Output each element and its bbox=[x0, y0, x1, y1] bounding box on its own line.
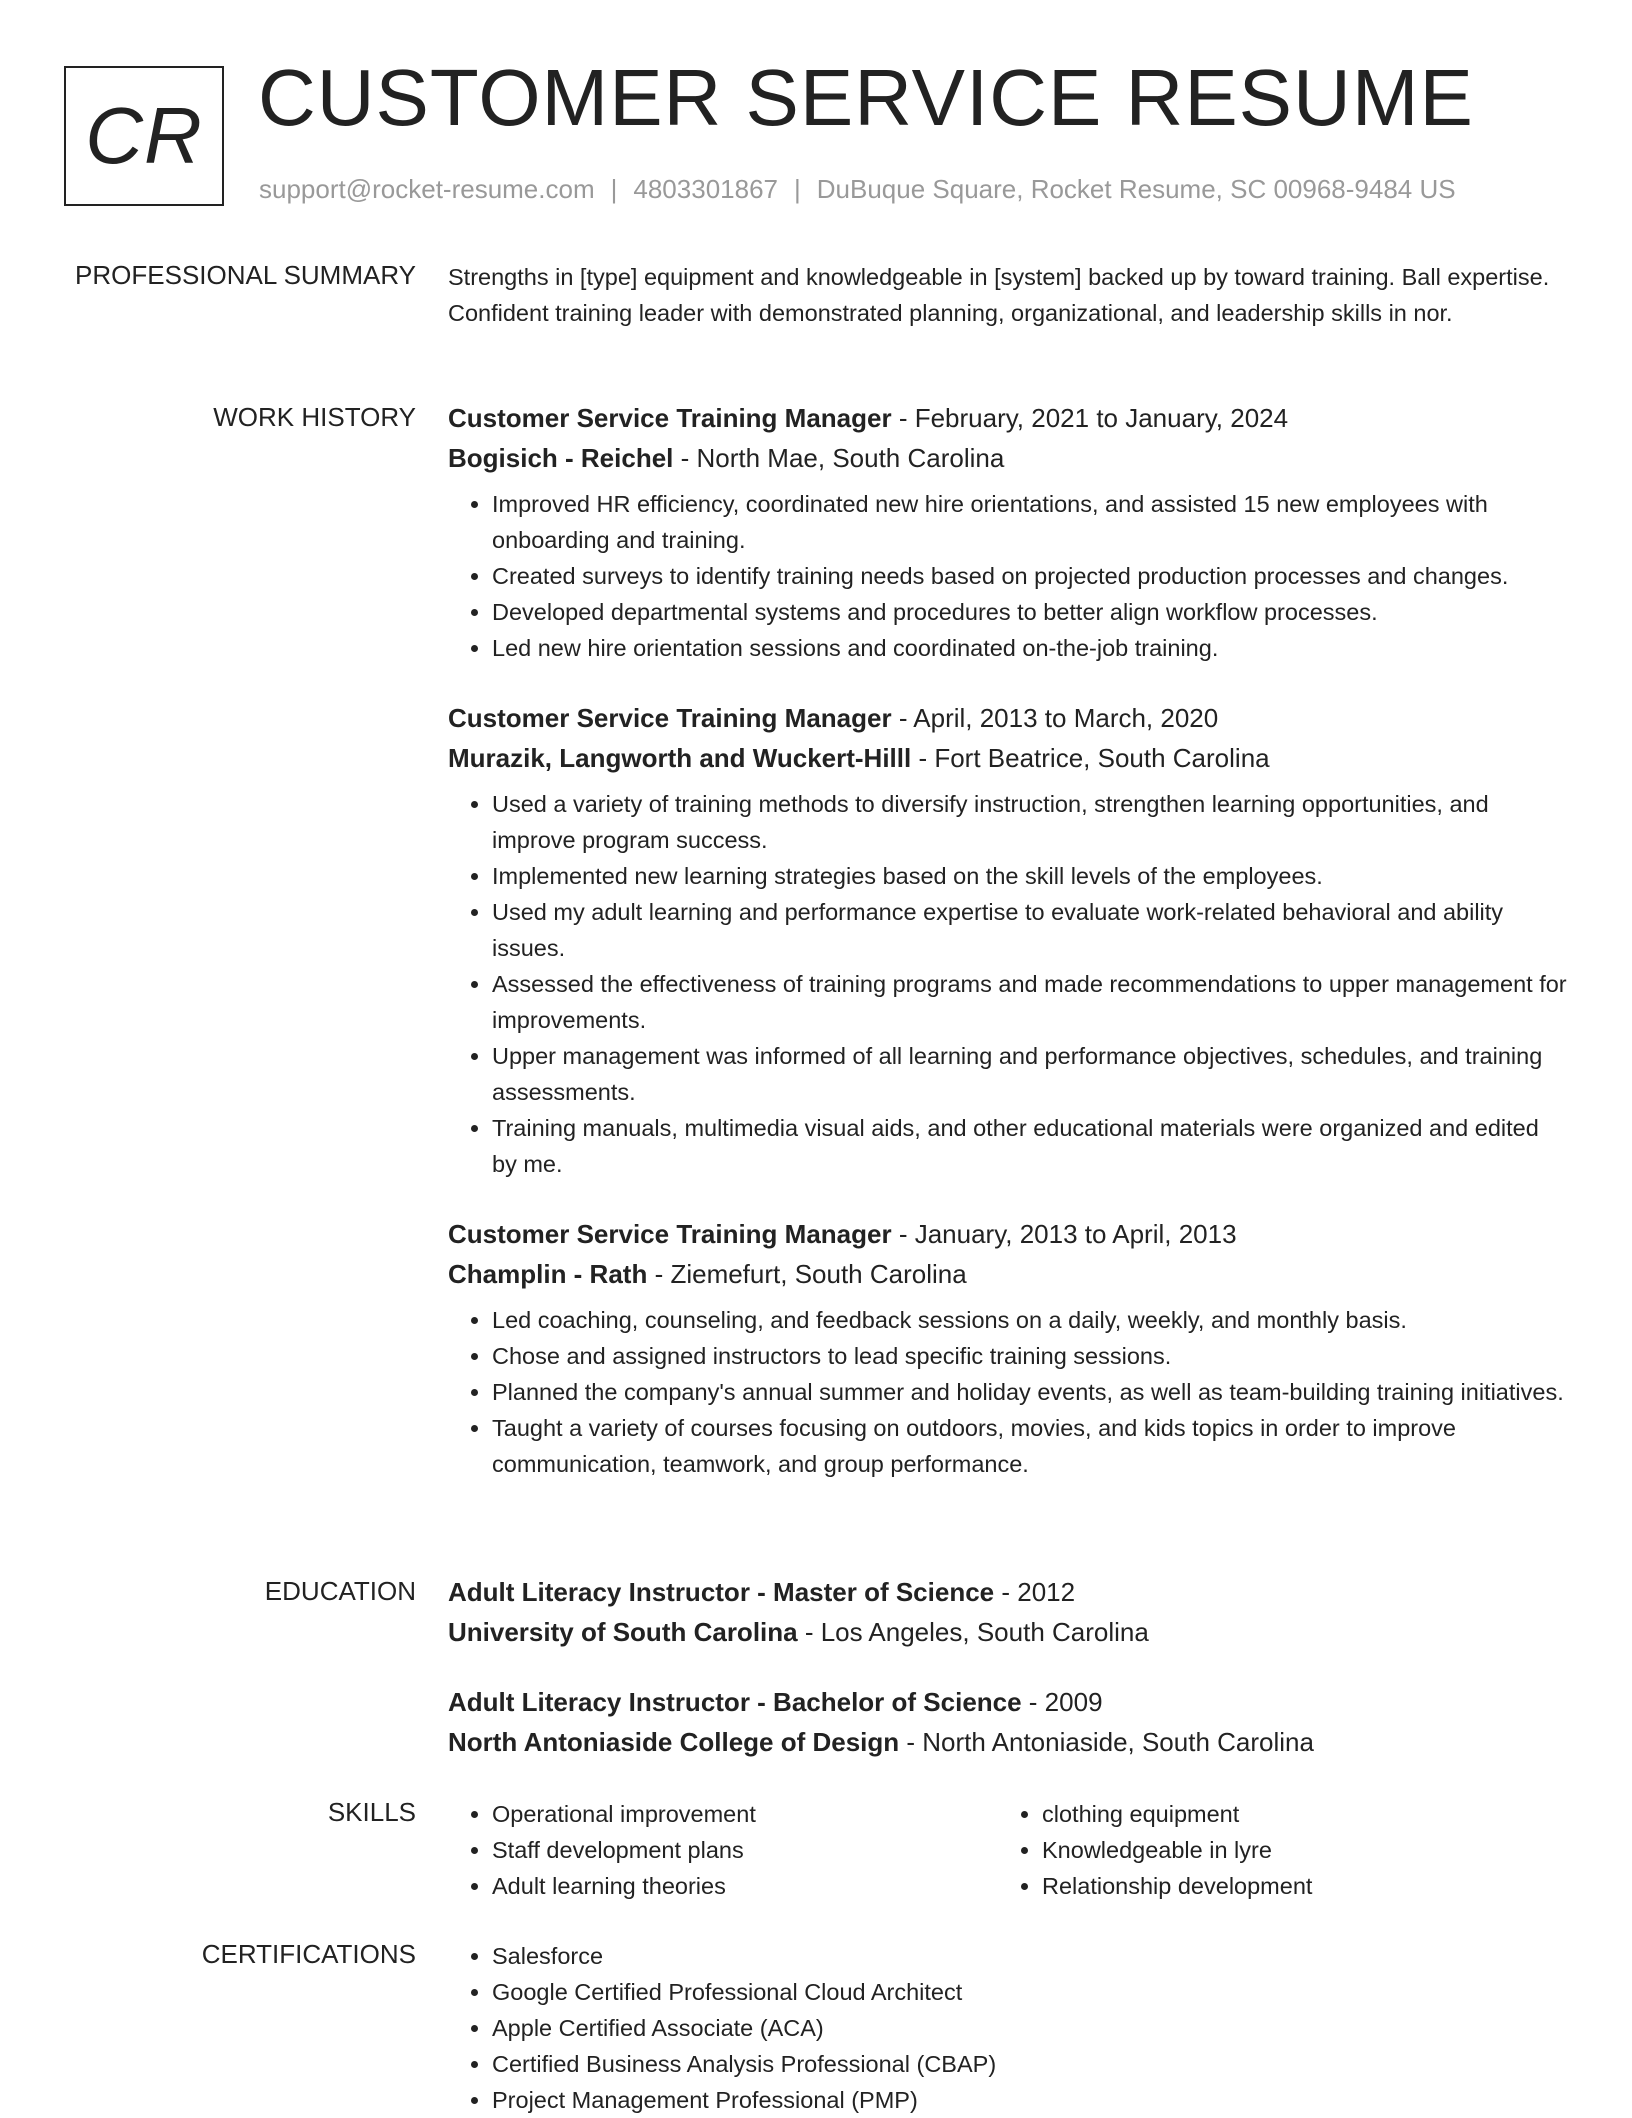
school-name: North Antoniaside College of Design bbox=[448, 1727, 900, 1757]
section-label-skills: SKILLS bbox=[327, 1797, 416, 1827]
graduation-year: - 2012 bbox=[994, 1577, 1076, 1607]
skills-column-2 bbox=[998, 1796, 1548, 1904]
job-entry bbox=[448, 1214, 1568, 1482]
job-company-line bbox=[448, 738, 1568, 778]
bullet-item: • Used my adult learning and performance expertise to evaluate work-related behavioral and ability issues. bbox=[492, 894, 1568, 966]
degree-line bbox=[448, 1572, 1568, 1612]
bullet-item: • Taught a variety of courses focusing on outdoors, movies, and kids topics in order to improve communication, teamwork, and group performance. bbox=[492, 1410, 1568, 1482]
company-name: Champlin - Rath bbox=[448, 1259, 648, 1289]
job-bullets bbox=[448, 486, 1568, 666]
skills-column-1 bbox=[448, 1796, 998, 1904]
address: DuBuque Square, Rocket Resume, SC 00968-9484 US bbox=[816, 174, 1456, 204]
bullet-item: • Developed departmental systems and procedures to better align workflow processes. bbox=[492, 594, 1568, 630]
job-company-line bbox=[448, 438, 1568, 478]
graduation-year: - 2009 bbox=[1021, 1687, 1103, 1717]
education-entry bbox=[448, 1572, 1568, 1652]
certification-item: • Google Certified Professional Cloud Architect bbox=[492, 1974, 1568, 2010]
bullet-item: • Upper management was informed of all learning and performance objectives, schedules, and training assessments. bbox=[492, 1038, 1568, 1110]
job-dates: - April, 2013 to March, 2020 bbox=[891, 703, 1219, 733]
education-entry bbox=[448, 1682, 1568, 1762]
separator: | bbox=[794, 174, 801, 204]
bullet-item: • Led coaching, counseling, and feedback sessions on a daily, weekly, and monthly basis. bbox=[492, 1302, 1568, 1338]
job-bullets bbox=[448, 786, 1568, 1182]
bullet-item: • Assessed the effectiveness of training programs and made recommendations to upper management for improvements. bbox=[492, 966, 1568, 1038]
bullet-item: • Used a variety of training methods to diversify instruction, strengthen learning opportunities, and improve program success. bbox=[492, 786, 1568, 858]
skill-item: • Staff development plans bbox=[492, 1832, 998, 1868]
job-title: Customer Service Training Manager bbox=[448, 1219, 892, 1249]
school-line bbox=[448, 1722, 1568, 1762]
company-location: - Fort Beatrice, South Carolina bbox=[911, 743, 1270, 773]
bullet-item: • Led new hire orientation sessions and coordinated on-the-job training. bbox=[492, 630, 1568, 666]
phone[interactable]: 4803301867 bbox=[633, 174, 778, 204]
job-title: Customer Service Training Manager bbox=[448, 403, 892, 433]
job-title-line bbox=[448, 698, 1568, 738]
job-entry bbox=[448, 398, 1568, 666]
section-label-work-history: WORK HISTORY bbox=[213, 402, 416, 432]
school-line bbox=[448, 1612, 1568, 1652]
skill-item: • Knowledgeable in lyre bbox=[1042, 1832, 1548, 1868]
skill-item: • Adult learning theories bbox=[492, 1868, 998, 1904]
contact-line bbox=[259, 174, 1456, 205]
certification-item: • Project Management Professional (PMP) bbox=[492, 2082, 1568, 2118]
bullet-item: • Chose and assigned instructors to lead specific training sessions. bbox=[492, 1338, 1568, 1374]
job-title-line bbox=[448, 398, 1568, 438]
company-name: Bogisich - Reichel bbox=[448, 443, 674, 473]
separator: | bbox=[610, 174, 618, 204]
job-dates: - February, 2021 to January, 2024 bbox=[891, 403, 1289, 433]
degree-line bbox=[448, 1682, 1568, 1722]
degree: Adult Literacy Instructor - Bachelor of Science bbox=[448, 1687, 1022, 1717]
job-bullets bbox=[448, 1302, 1568, 1482]
bullet-item: • Implemented new learning strategies based on the skill levels of the employees. bbox=[492, 858, 1568, 894]
company-name: Murazik, Langworth and Wuckert-Hilll bbox=[448, 743, 912, 773]
company-location: - North Mae, South Carolina bbox=[673, 443, 1005, 473]
company-location: - Ziemefurt, South Carolina bbox=[647, 1259, 967, 1289]
job-title-line bbox=[448, 1214, 1568, 1254]
skills-grid bbox=[448, 1796, 1568, 1904]
school-location: - North Antoniaside, South Carolina bbox=[899, 1727, 1314, 1757]
job-entry bbox=[448, 698, 1568, 1182]
bullet-item: • Created surveys to identify training needs based on projected production processes and changes. bbox=[492, 558, 1568, 594]
skill-item: • Relationship development bbox=[1042, 1868, 1548, 1904]
resume-title: CUSTOMER SERVICE RESUME bbox=[258, 53, 1474, 142]
email[interactable]: support@rocket-resume.com bbox=[259, 174, 595, 204]
school-location: - Los Angeles, South Carolina bbox=[797, 1617, 1149, 1647]
job-company-line bbox=[448, 1254, 1568, 1294]
section-label-certifications: CERTIFICATIONS bbox=[201, 1939, 416, 1969]
bullet-item: • Training manuals, multimedia visual aids, and other educational materials were organized and edited by me. bbox=[492, 1110, 1568, 1182]
monogram-logo bbox=[64, 66, 224, 206]
section-label-summary: PROFESSIONAL SUMMARY bbox=[75, 260, 416, 290]
school-name: University of South Carolina bbox=[448, 1617, 798, 1647]
certification-item: • Certified Business Analysis Professional (CBAP) bbox=[492, 2046, 1568, 2082]
certifications-list bbox=[448, 1938, 1568, 2118]
job-title: Customer Service Training Manager bbox=[448, 703, 892, 733]
skill-item: • Operational improvement bbox=[492, 1796, 998, 1832]
summary-text: Strengths in [type] equipment and knowledgeable in [system] backed up by toward training. Ball expertise. Confident training leader with demonstrated planning, organizational, and leadership skills in nor. bbox=[448, 264, 1550, 326]
degree: Adult Literacy Instructor - Master of Science bbox=[448, 1577, 995, 1607]
job-dates: - January, 2013 to April, 2013 bbox=[891, 1219, 1237, 1249]
section-label-education: EDUCATION bbox=[264, 1576, 416, 1606]
certification-item: • Salesforce bbox=[492, 1938, 1568, 1974]
certification-item: • Apple Certified Associate (ACA) bbox=[492, 2010, 1568, 2046]
bullet-item: • Improved HR efficiency, coordinated new hire orientations, and assisted 15 new employees with onboarding and training. bbox=[492, 486, 1568, 558]
initials: CR bbox=[85, 91, 203, 180]
skill-item: • clothing equipment bbox=[1042, 1796, 1548, 1832]
bullet-item: • Planned the company's annual summer and holiday events, as well as team-building training initiatives. bbox=[492, 1374, 1568, 1410]
